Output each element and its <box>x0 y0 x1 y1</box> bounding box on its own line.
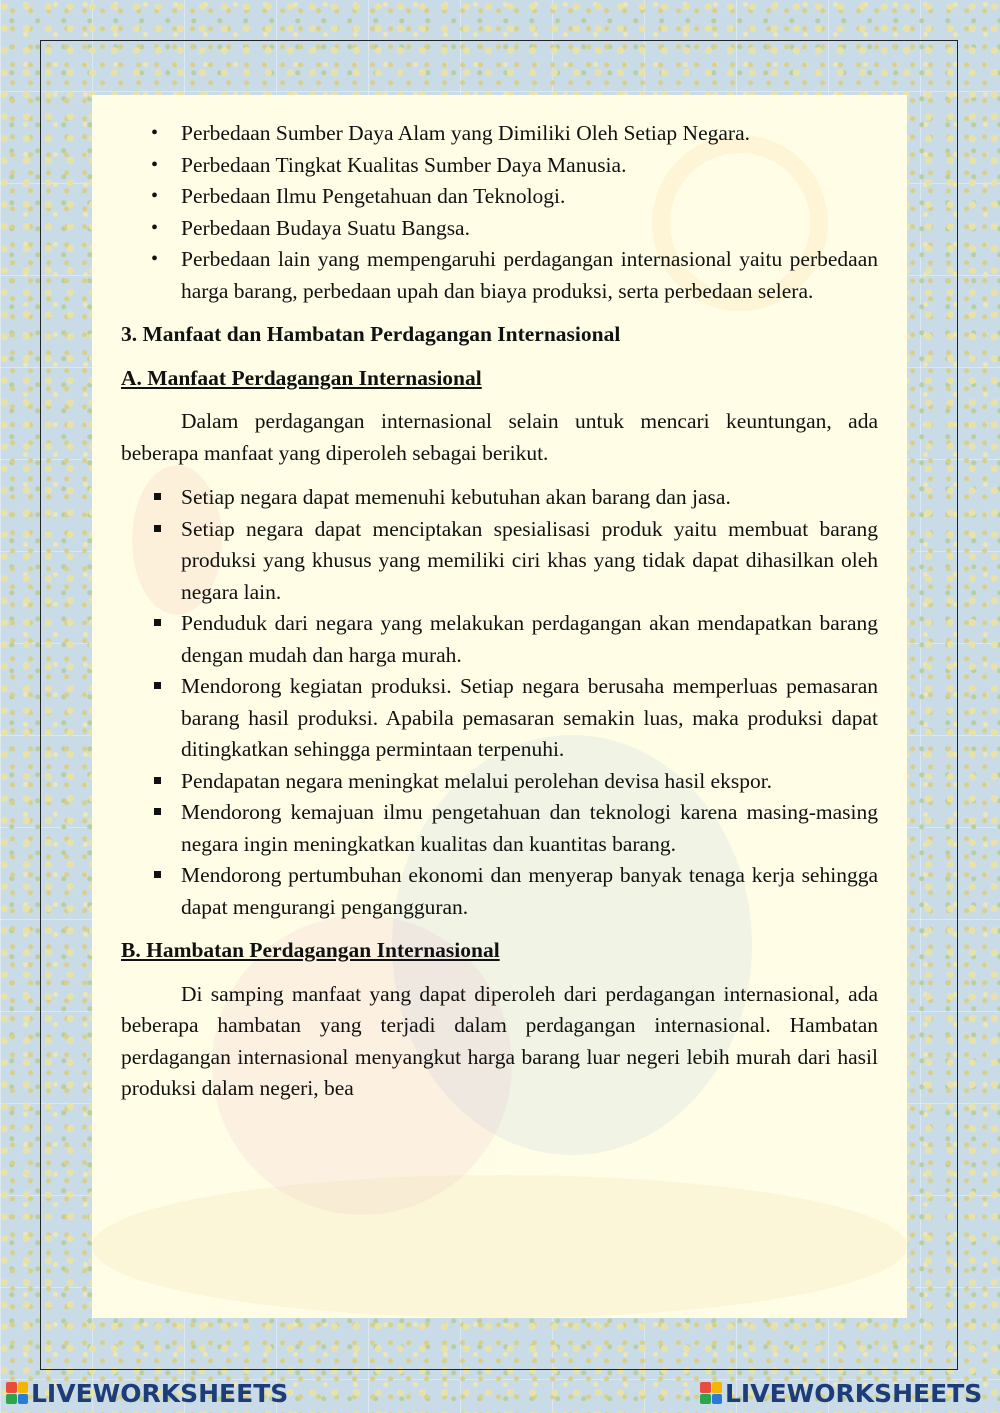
liveworksheets-logo-right[interactable] <box>700 1378 982 1408</box>
book-illustration <box>92 1175 907 1318</box>
list-item: • Perbedaan lain yang mempengaruhi perdagangan internasional yaitu perbedaan harga barang, perbedaan upah dan biaya produksi, serta perbedaan selera. <box>121 244 878 307</box>
list-item: • Perbedaan Sumber Daya Alam yang Dimiliki Oleh Setiap Negara. <box>121 118 878 150</box>
brand-name: LIVEWORKSHEETS <box>31 1378 289 1408</box>
benefits-intro: Dalam perdagangan internasional selain untuk mencari keuntungan, ada beberapa manfaat yang diperoleh sebagai berikut. <box>121 409 878 465</box>
list-item: Setiap negara dapat menciptakan spesialisasi produk yaitu membuat barang produksi yang khusus yang memiliki ciri khas yang tidak dapat dihasilkan oleh negara lain. <box>121 514 878 609</box>
benefits-list <box>121 482 878 923</box>
worksheet-content <box>121 118 878 1105</box>
differences-list <box>121 118 878 307</box>
list-item: • Perbedaan Ilmu Pengetahuan dan Teknologi. <box>121 181 878 213</box>
section-heading: 3. Manfaat dan Hambatan Perdagangan Internasional <box>121 322 621 346</box>
subsection-heading-barriers: B. Hambatan Perdagangan Internasional <box>121 938 500 962</box>
list-item: • Perbedaan Tingkat Kualitas Sumber Daya Manusia. <box>121 150 878 182</box>
list-item: • Perbedaan Budaya Suatu Bangsa. <box>121 213 878 245</box>
list-item: Mendorong kegiatan produksi. Setiap negara berusaha memperluas pemasaran barang hasil produksi. Apabila pemasaran semakin luas, maka produksi dapat ditingkatkan sehingga permintaan terpenuhi. <box>121 671 878 766</box>
logo-icon <box>6 1382 28 1404</box>
list-item: Penduduk dari negara yang melakukan perdagangan akan mendapatkan barang dengan mudah dan harga murah. <box>121 608 878 671</box>
subsection-heading-benefits: A. Manfaat Perdagangan Internasional <box>121 365 482 390</box>
brand-name: LIVEWORKSHEETS <box>725 1378 983 1408</box>
list-item: Pendapatan negara meningkat melalui perolehan devisa hasil ekspor. <box>121 766 878 798</box>
list-item: Mendorong pertumbuhan ekonomi dan menyerap banyak tenaga kerja sehingga dapat mengurangi pengangguran. <box>121 860 878 923</box>
list-item: Mendorong kemajuan ilmu pengetahuan dan teknologi karena masing-masing negara ingin meningkatkan kualitas dan kuantitas barang. <box>121 797 878 860</box>
list-item: Setiap negara dapat memenuhi kebutuhan akan barang dan jasa. <box>121 482 878 514</box>
barriers-intro: Di samping manfaat yang dapat diperoleh dari perdagangan internasional, ada beberapa hambatan yang terjadi dalam perdagangan internasional. Hambatan perdagangan internasional menyangkut harga barang luar negeri lebih murah dari hasil produksi dalam negeri, bea <box>121 981 878 1100</box>
liveworksheets-logo-left[interactable] <box>6 1378 288 1408</box>
logo-icon <box>700 1382 722 1404</box>
